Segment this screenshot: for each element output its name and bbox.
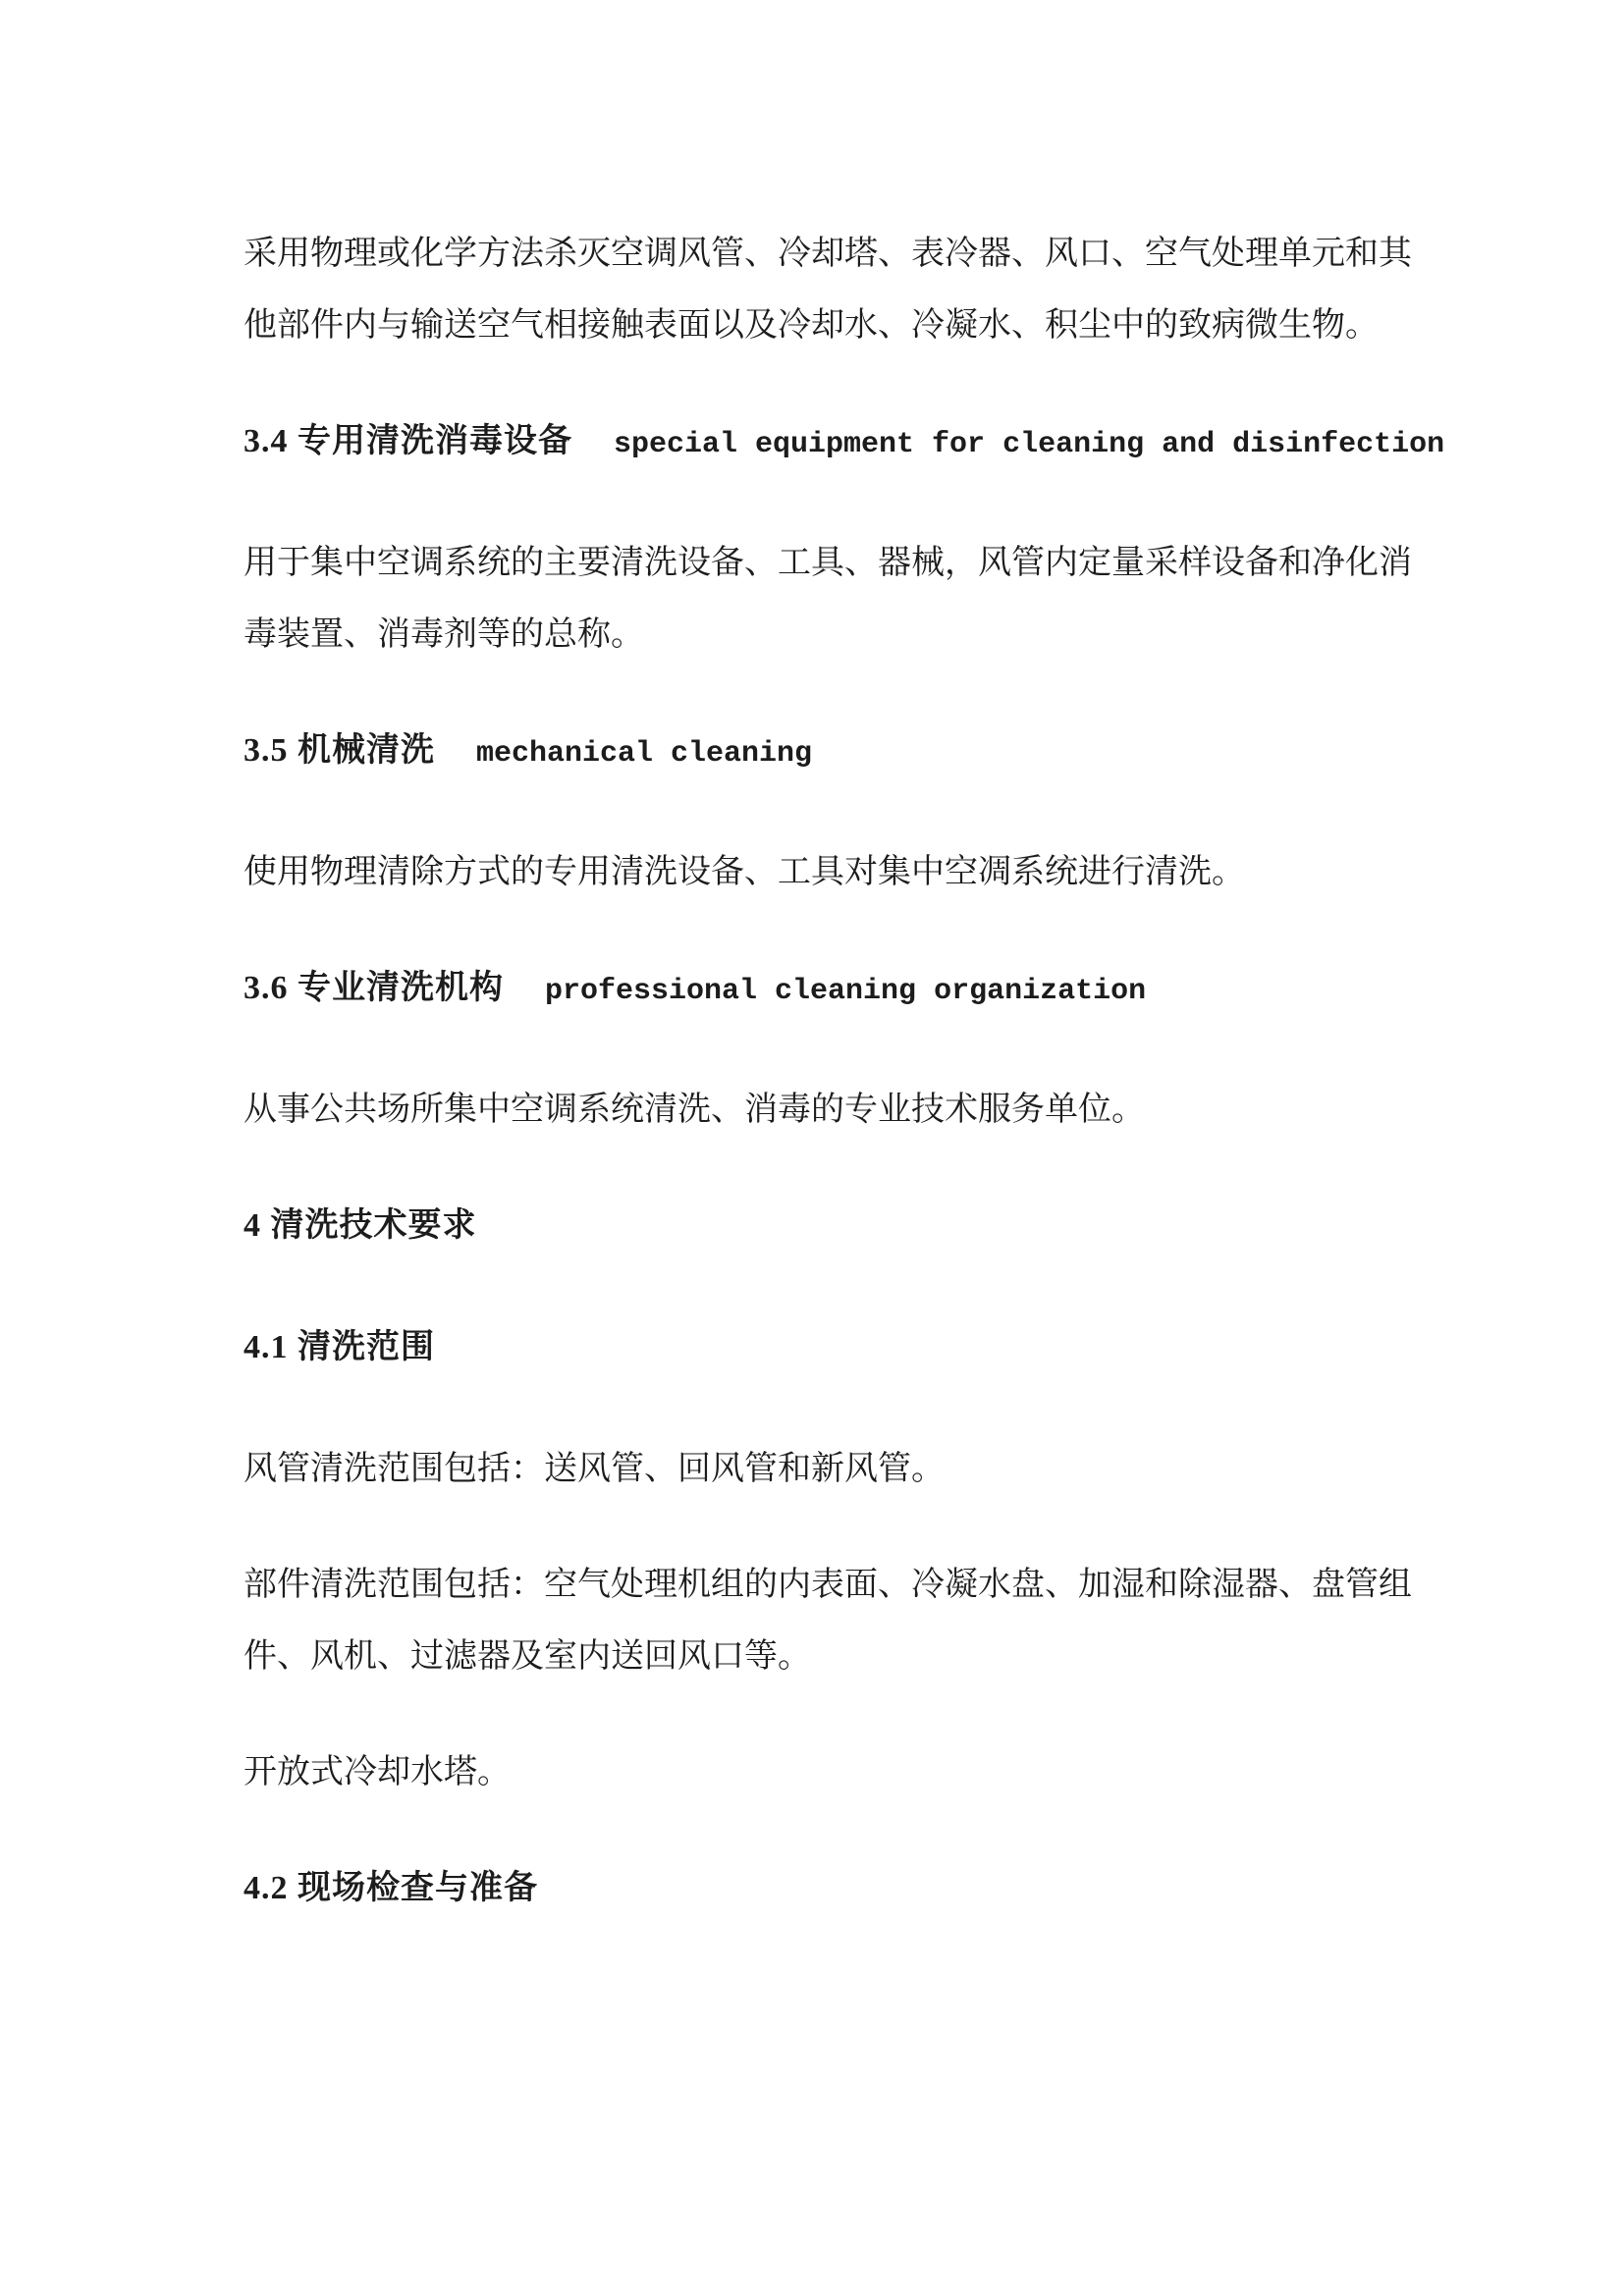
section-heading-3-6 [244,952,1428,1030]
paragraph-line: 开放式冷却水塔。 [244,1754,511,1790]
section-heading-3-5 [244,715,1428,792]
paragraph-line: 风管清洗范围包括：送风管、回风管和新风管。 [244,1451,945,1487]
paragraph-line: 采用物理或化学方法杀灭空调风管、冷却塔、表冷器、风口、空气处理单元和其 [244,236,1412,272]
section-heading-3-4 [244,405,1445,483]
heading-term-zh: 4 清洗技术要求 [244,1207,477,1244]
heading-term-zh: 3.6 专业清洗机构 [244,970,504,1006]
heading-term-en: special equipment for cleaning and disinfection [614,428,1445,461]
paragraph-line: 部件清洗范围包括：空气处理机组的内表面、冷凝水盘、加湿和除湿器、盘管组 [244,1567,1412,1603]
heading-term-zh: 3.5 机械清洗 [244,732,435,769]
paragraph-line: 从事公共场所集中空调系统清洗、消毒的专业技术服务单位。 [244,1092,1145,1128]
body-paragraph [244,1736,1428,1808]
paragraph-line: 件、风机、过滤器及室内送回风口等。 [244,1638,811,1675]
heading-term-zh: 3.4 专用清洗消毒设备 [244,423,572,459]
paragraph-line: 他部件内与输送空气相接触表面以及冷却水、冷凝水、积尘中的致病微生物。 [244,307,1379,344]
paragraph-line: 用于集中空调系统的主要清洗设备、工具、器械，风管内定量采样设备和净化消 [244,545,1412,581]
body-paragraph [244,1549,1428,1692]
heading-term-zh: 4.2 现场检查与准备 [244,1870,538,1906]
body-paragraph [244,527,1428,670]
paragraph-line: 使用物理清除方式的专用清洗设备、工具对集中空凋系统进行清洗。 [244,854,1245,890]
body-paragraph [244,218,1428,361]
body-paragraph [244,836,1428,908]
body-paragraph [244,1433,1428,1505]
heading-term-zh: 4.1 清洗范围 [244,1329,435,1365]
section-heading-4-2 [244,1852,1428,1930]
heading-term-en: mechanical cleaning [476,737,813,771]
section-heading-4 [244,1190,1428,1267]
heading-term-en: professional cleaning organization [545,975,1147,1008]
section-heading-4-1 [244,1311,1428,1389]
paragraph-line: 毒装置、消毒剂等的总称。 [244,616,644,653]
body-paragraph [244,1074,1428,1146]
